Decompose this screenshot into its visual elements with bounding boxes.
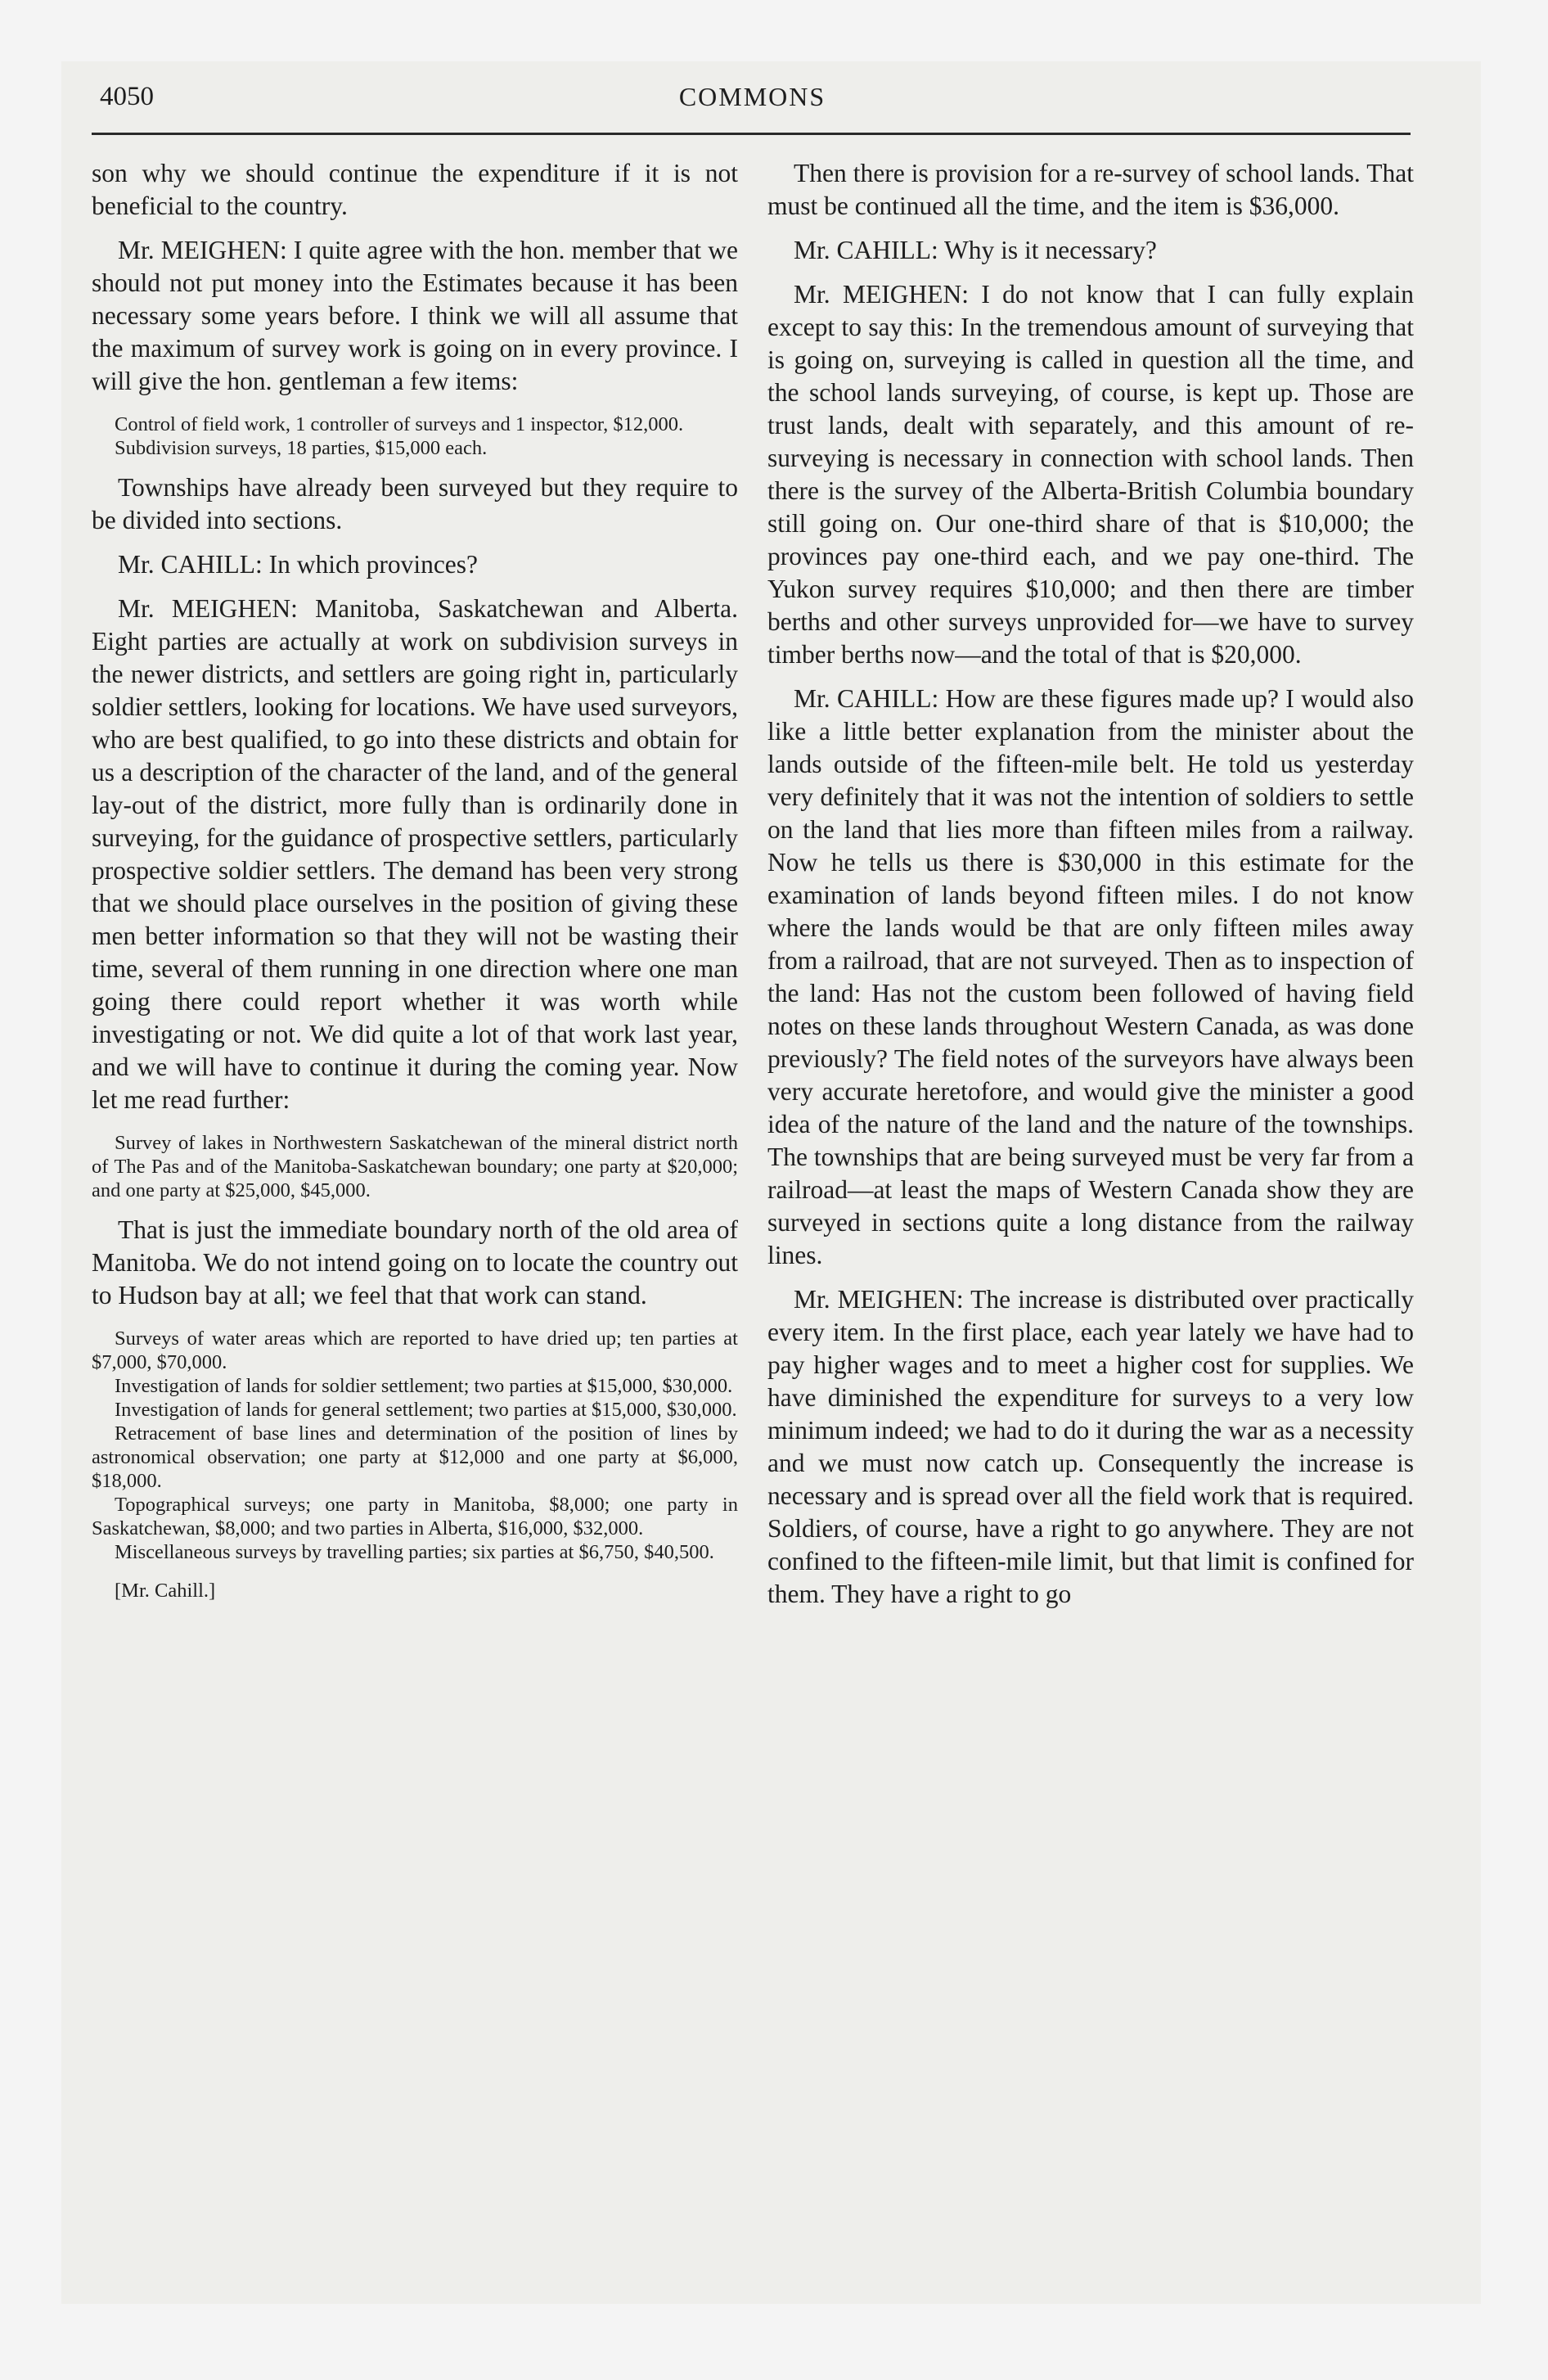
header-rule	[92, 133, 1411, 135]
right-column-paragraph: Mr. CAHILL: How are these figures made up? I would also like a little better explanation from the minister about the lands outside of the fifteen-mile belt. He told us yesterday very definitely that it was not the intention of soldiers to settle on the land that lies more than fifteen miles from a railway. Now he tells us there is $30,000 in this estimate for the examination of lands beyond fifteen miles. I do not know where the lands would be that are only fifteen miles away from a railroad, that are not surveyed. Then as to inspection of the land: Has not the custom been followed of having field notes on these lands throughout Western Canada, as was done previously? The field notes of the surveyors have always been very accurate heretofore, and would give the minister a good idea of the nature of the land and the nature of the townships. The townships that are being surveyed must be very far from a railroad—at least the maps of Western Canada show they are surveyed in sections quite a long distance from the railway lines.	[767, 684, 1414, 1269]
left-column-paragraph: Retracement of base lines and determination of the position of lines by astronomical observation; one party at $12,000 and one party at $6,000, $18,000.	[92, 1422, 738, 1492]
left-column-paragraph: Townships have already been surveyed but they require to be divided into sections.	[92, 473, 738, 534]
left-column-paragraph: Mr. CAHILL: In which provinces?	[118, 550, 479, 579]
left-column-paragraph: Investigation of lands for general settlement; two parties at $15,000, $30,000.	[115, 1399, 737, 1421]
left-column-paragraph: Control of field work, 1 controller of surveys and 1 inspector, $12,000.	[115, 413, 684, 435]
right-column-paragraph: Mr. MEIGHEN: I do not know that I can fully explain except to say this: In the tremendous amount of surveying that is going on, surveying is called in question all the time, and the school lands surveying, of course, is kept up. Those are trust lands, dealt with separately, and this amount of re-surveying is necessary in connection with school lands. Then there is the survey of the Alberta-British Columbia boundary still going on. Our one-third share of that is $10,000; the provinces pay one-third each, and we pay one-third. The Yukon survey requires $10,000; and then there are timber berths and other surveys unprovided for—we have to survey timber berths now—and the total of that is $20,000.	[767, 280, 1414, 669]
left-column-paragraph: Miscellaneous surveys by travelling parties; six parties at $6,750, $40,500.	[115, 1541, 714, 1563]
left-column-paragraph: Investigation of lands for soldier settlement; two parties at $15,000, $30,000.	[115, 1375, 733, 1397]
page-number: 4050	[100, 82, 154, 111]
left-column-paragraph: Survey of lakes in Northwestern Saskatchewan of the mineral district north of The Pas and of the Manitoba-Saskatchewan boundary; one party at $20,000; and one party at $25,000, $45,000.	[92, 1132, 738, 1201]
page-header	[100, 82, 1405, 131]
right-column-paragraph: Mr. CAHILL: Why is it necessary?	[794, 236, 1157, 264]
left-column-paragraph: Subdivision surveys, 18 parties, $15,000 each.	[115, 437, 488, 459]
left-column-paragraph: Surveys of water areas which are reported to have dried up; ten parties at $7,000, $70,000.	[92, 1327, 738, 1373]
right-column-paragraph: Then there is provision for a re-survey of school lands. That must be continued all the time, and the item is $36,000.	[767, 159, 1414, 220]
left-column	[92, 157, 738, 1602]
left-column-paragraph: Mr. MEIGHEN: I quite agree with the hon. member that we should not put money into the Estimates because it has been necessary some years before. I think we will all assume that the maximum of survey work is going on in every province. I will give the hon. gentleman a few items:	[92, 236, 738, 395]
left-column-paragraph: Topographical surveys; one party in Manitoba, $8,000; one party in Saskatchewan, $8,000; and two parties in Alberta, $16,000, $32,000.	[92, 1494, 738, 1539]
left-column-paragraph: son why we should continue the expenditure if it is not beneficial to the country.	[92, 159, 738, 220]
left-column-paragraph: Mr. MEIGHEN: Manitoba, Saskatchewan and Alberta. Eight parties are actually at work on subdivision surveys in the newer districts, and settlers are going right in, particularly soldier settlers, looking for locations. We have used surveyors, who are best qualified, to go into these districts and obtain for us a description of the character of the land, and of the general lay-out of the district, more fully than is ordinarily done in surveying, for the guidance of prospective settlers, particularly prospective soldier settlers. The demand has been very strong that we should place ourselves in the position of giving these men better information so that they will not be wasting their time, several of them running in one direction where one man going there could report whether it was worth while investigating or not. We did quite a lot of that work last year, and we will have to continue it during the coming year. Now let me read further:	[92, 594, 738, 1114]
right-column-paragraph: Mr. MEIGHEN: The increase is distributed over practically every item. In the first place, each year lately we have had to pay higher wages and to meet a higher cost for supplies. We have diminished the expenditure for surveys to a very low minimum indeed; we had to do it during the war as a necessity and we must now catch up. Consequently the increase is necessary and is spread over all the field work that is required. Soldiers, of course, have a right to go anywhere. They are not confined to the fifteen-mile limit, but that limit is confined for them. They have a right to go	[767, 1285, 1414, 1608]
left-column-paragraph: That is just the immediate boundary north of the old area of Manitoba. We do not intend going on to locate the country out to Hudson bay at all; we feel that that work can stand.	[92, 1215, 738, 1309]
right-column	[767, 157, 1414, 1611]
running-head: COMMONS	[678, 82, 826, 111]
left-column-paragraph: [Mr. Cahill.]	[115, 1580, 216, 1602]
